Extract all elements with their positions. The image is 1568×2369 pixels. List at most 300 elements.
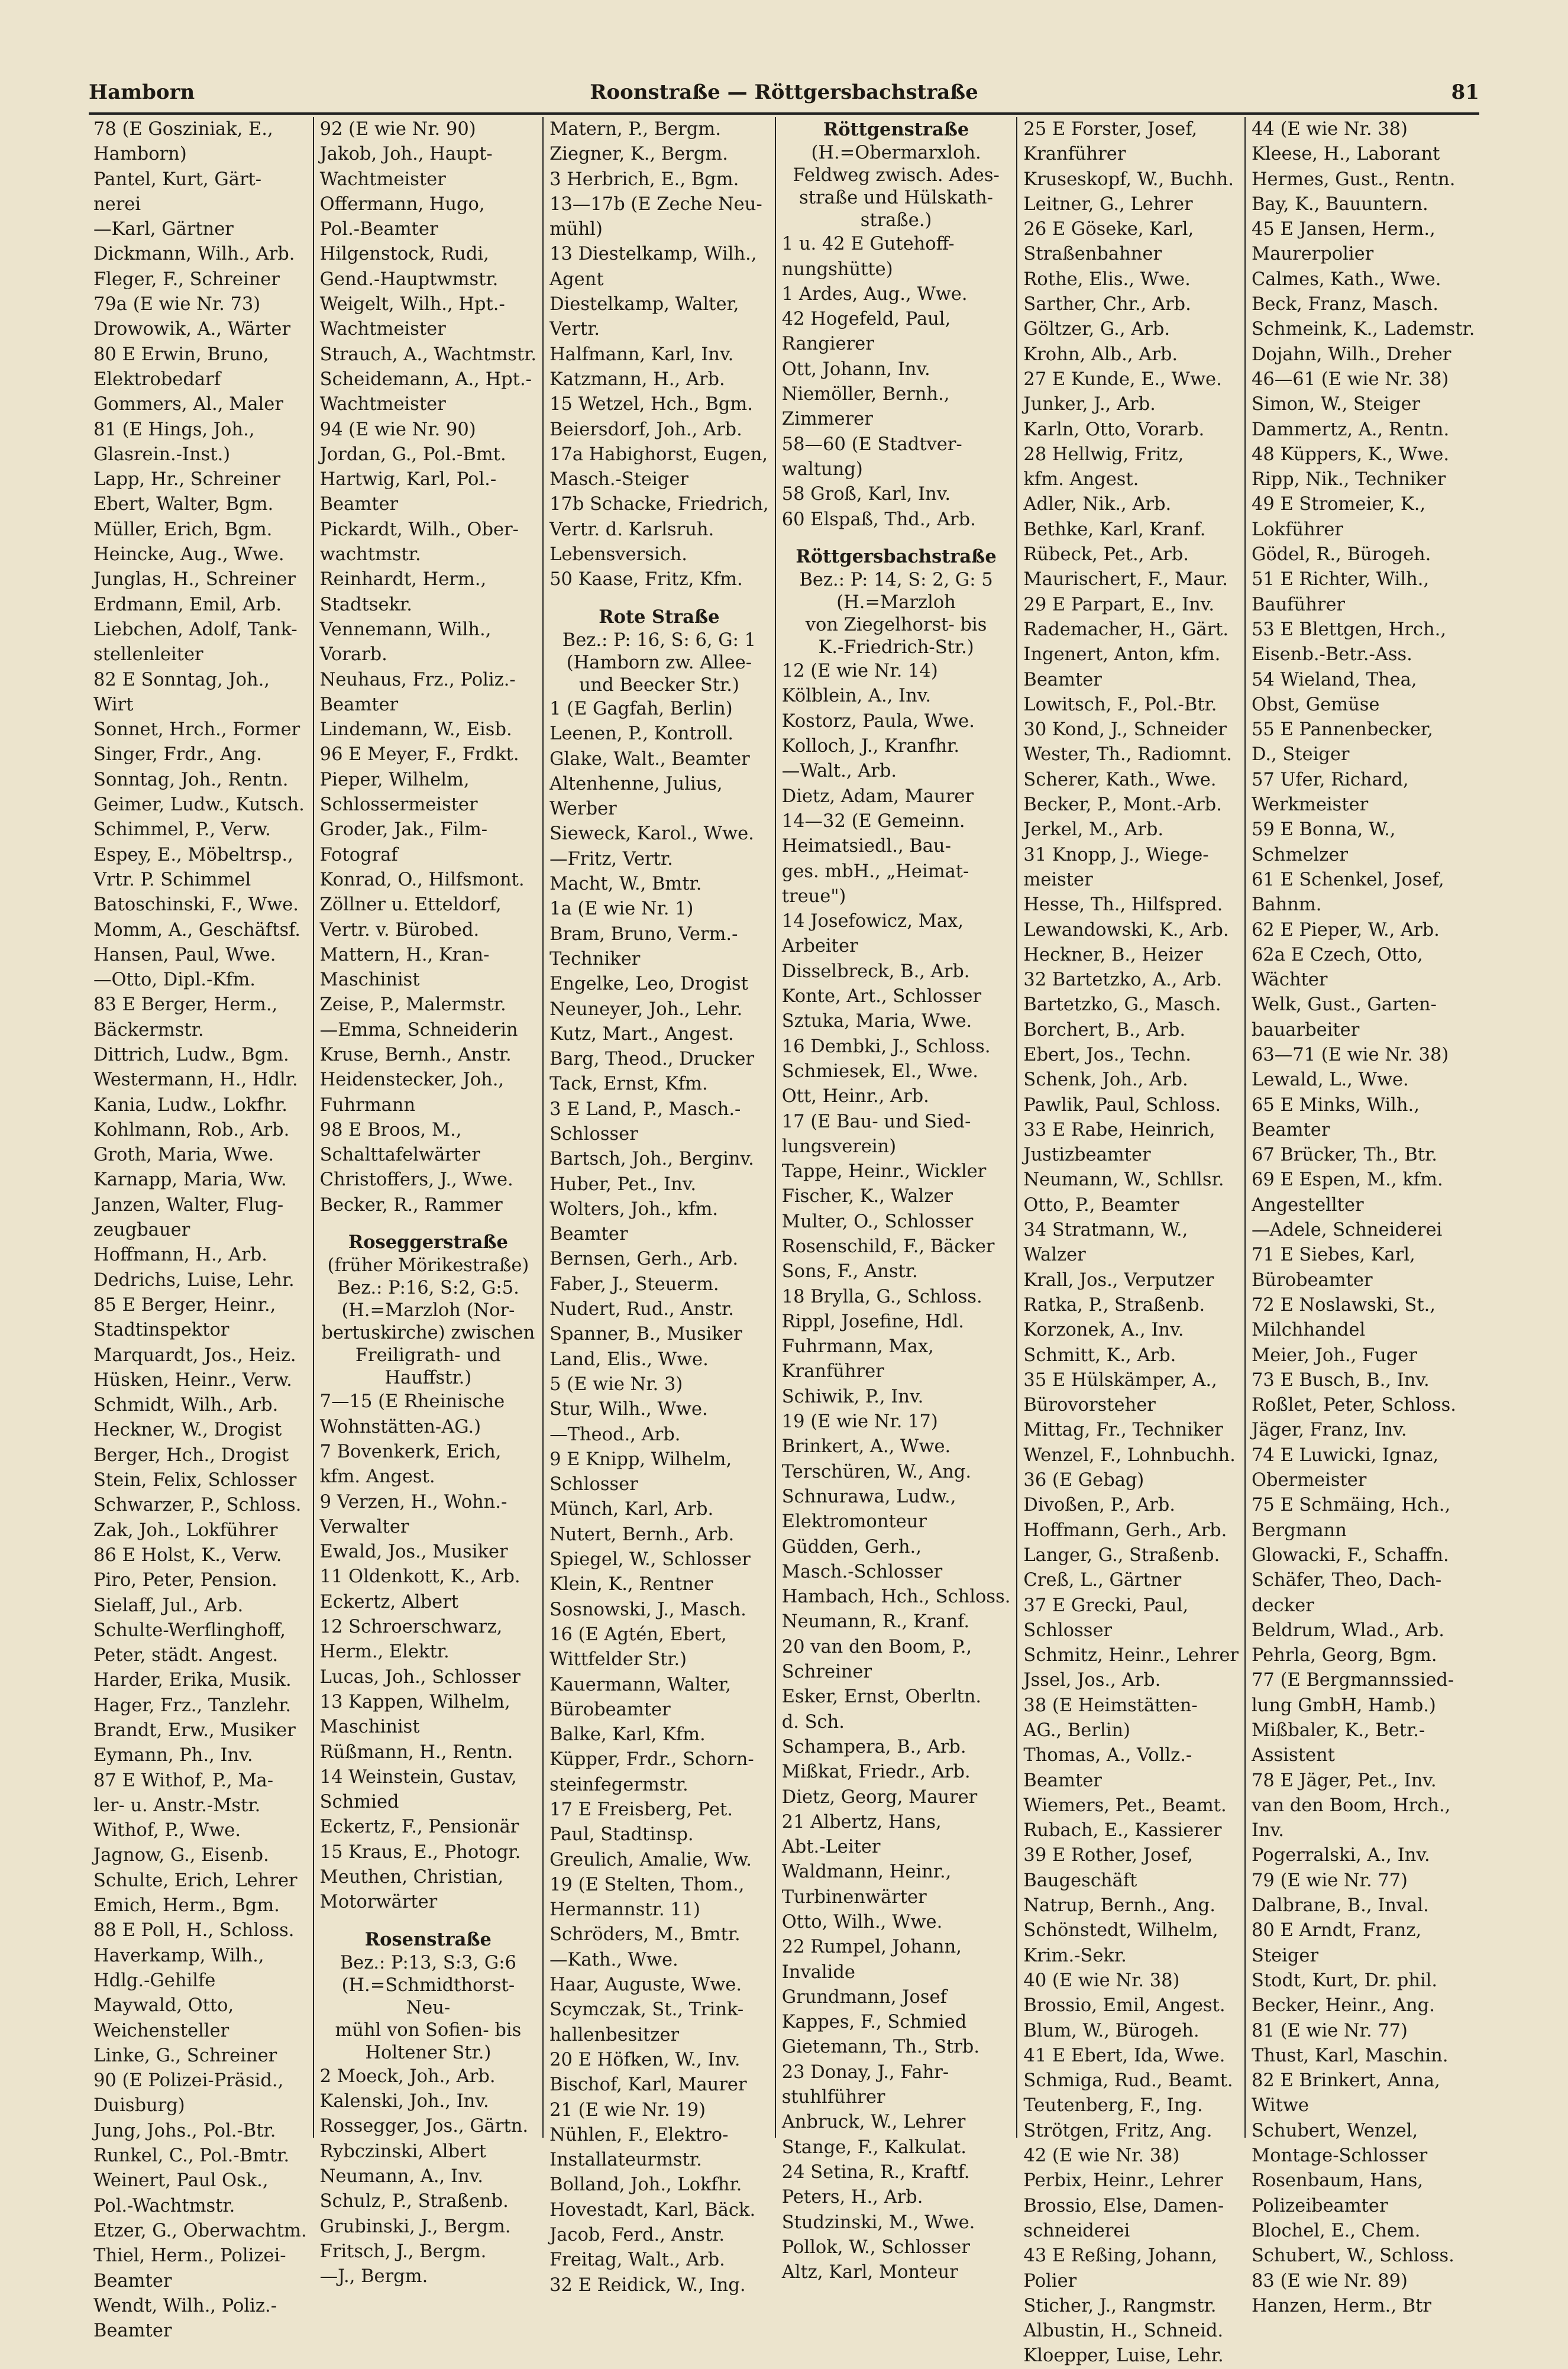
directory-entry: Leenen, P., Kontroll. [549,723,733,745]
directory-entry: Lapp, Hr., Schreiner [93,469,281,490]
directory-entry: Jakob, Joh., Haupt- [319,144,493,165]
column-2 [314,117,544,2287]
directory-entry: 92 (E wie Nr. 90) [319,119,476,140]
directory-entry: Stange, F., Kalkulat. [781,2137,966,2158]
directory-entry: Jerkel, M., Arb. [1023,819,1164,841]
directory-entry: Rübeck, Pet., Arb. [1023,544,1189,565]
directory-entry: Bauführer [1251,594,1345,615]
directory-entry: Kleese, H., Laborant [1251,144,1440,165]
directory-entry: Sonntag, Joh., Rentn. [93,769,289,790]
directory-entry: Bahnm. [1251,894,1322,916]
street-note: (H.=Marzloh (Nor- [341,1300,515,1321]
directory-entry: Kolloch, J., Kranfhr. [781,736,960,757]
directory-entry: Schenk, Joh., Arb. [1023,1069,1188,1091]
directory-entry: Schulte, Erich, Lehrer [93,1870,298,1891]
directory-entry: Stein, Felix, Schlosser [93,1470,297,1491]
directory-entry: Singer, Frdr., Ang. [93,744,262,765]
directory-entry: Schlossermeister [319,794,478,816]
directory-entry: Turbinenwärter [781,1886,927,1908]
directory-entry: 20 van den Boom, P., [781,1636,972,1657]
directory-entry: 74 E Luwicki, Ignaz, [1251,1444,1439,1466]
directory-entry: 24 Setina, R., Kraftf. [781,2161,970,2183]
directory-entry: Elektromonteur [781,1511,927,1533]
directory-entry: Angestellter [1251,1194,1364,1216]
directory-entry: Neuhaus, Frz., Poliz.- [319,669,516,690]
directory-entry: Freitag, Walt., Arb. [549,2250,725,2271]
directory-entry: Heidenstecker, Joh., [319,1069,505,1091]
directory-entry: Natrup, Bernh., Ang. [1023,1895,1215,1916]
directory-entry: Wolters, Joh., kfm. [549,1198,719,1220]
directory-entry: —Theod., Arb. [549,1424,681,1445]
directory-entry: Thust, Karl, Maschin. [1251,2045,1449,2066]
directory-entry: Ebert, Walter, Bgm. [93,494,274,515]
directory-entry: Adler, Nik., Arb. [1023,494,1172,515]
directory-entry: 54 Wieland, Thea, [1251,669,1417,690]
directory-entry: 96 E Meyer, F., Frdkt. [319,744,519,765]
directory-entry: Göltzer, G., Arb. [1023,319,1171,340]
directory-entry: Gödel, R., Bürogeh. [1251,544,1431,565]
directory-entry: Heckner, W., Drogist [93,1420,282,1441]
directory-entry: Jagnow, G., Eisenb. [93,1845,269,1866]
directory-entry: Klein, K., Rentner [549,1574,713,1595]
directory-entry: Scherer, Kath., Wwe. [1023,769,1217,790]
directory-entry: Nutert, Bernh., Arb. [549,1524,735,1545]
directory-entry: Abt.-Leiter [781,1837,881,1858]
directory-entry: 14 Josefowicz, Max, [781,911,964,932]
directory-entry: Multer, O., Schlosser [781,1211,974,1232]
directory-entry: Wendt, Wilh., Poliz.- [93,2295,277,2316]
directory-entry: Kauermann, Walter, [549,1674,731,1695]
directory-entry: Sonnet, Hrch., Former [93,719,300,741]
directory-entry: Sarther, Chr., Arb. [1023,294,1191,315]
directory-entry: Jung, Johs., Pol.-Btr. [93,2120,276,2141]
street-heading-roettgenstrasse: Röttgenstraße [823,119,969,140]
directory-entry: Agent [549,269,604,290]
directory-entry: Baugeschäft [1023,1870,1137,1891]
directory-entry: Mißkat, Friedr., Arb. [781,1762,971,1783]
directory-entry: Linke, G., Schreiner [93,2045,277,2066]
directory-entry: Tack, Ernst, Kfm. [549,1074,708,1095]
directory-entry: 3 E Land, P., Masch.- [549,1098,741,1120]
directory-entry: Kranführer [1023,144,1126,165]
directory-entry: Strötgen, Fritz, Ang. [1023,2120,1213,2141]
directory-entry: Vertr. v. Bürobed. [319,919,480,941]
directory-entry: zeugbauer [93,1220,190,1241]
directory-entry: Bram, Bruno, Verm.- [549,923,738,945]
directory-entry: lung GmbH, Hamb.) [1251,1695,1436,1716]
directory-entry: 58—60 (E Stadtver- [781,434,962,455]
directory-entry: 28 Hellwig, Fritz, [1023,444,1184,465]
directory-entry: 19 (E wie Nr. 17) [781,1411,938,1433]
directory-entry: Kutz, Mart., Angest. [549,1023,734,1045]
street-note: Holtener Str.) [365,2042,492,2063]
street-note: (Hamborn zw. Allee- [566,652,752,673]
directory-entry: meister [1023,869,1093,890]
directory-entry: 31 Knopp, J., Wiege- [1023,844,1209,865]
directory-entry: treue") [781,885,846,907]
directory-entry: 17 E Freisberg, Pet. [549,1799,733,1820]
directory-entry: 42 Hogefeld, Paul, [781,309,951,330]
directory-entry: Bay, K., Bauuntern. [1251,193,1428,215]
directory-entry: Brandt, Erw., Musiker [93,1720,296,1741]
directory-entry: Espey, E., Möbeltrsp., [93,844,293,865]
directory-entry: Steiger [1251,1945,1319,1966]
directory-entry: Masch.-Steiger [549,469,688,490]
directory-entry: 85 E Berger, Heinr., [93,1294,276,1316]
directory-entry: 21 Albertz, Hans, [781,1811,942,1832]
directory-entry: Faber, J., Steuerm. [549,1274,719,1295]
directory-entry: Erdmann, Emil, Arb. [93,594,282,615]
directory-entry: Meier, Joh., Fuger [1251,1345,1417,1366]
directory-entry: 58 Groß, Karl, Inv. [781,484,951,505]
directory-entry: Kappes, F., Schmied [781,2012,967,2033]
directory-entry: Krohn, Alb., Arb. [1023,344,1178,365]
directory-entry: Krim.-Sekr. [1023,1945,1127,1966]
directory-entry: Thomas, A., Vollz.- [1023,1745,1192,1766]
directory-entry: AG., Berlin) [1023,1720,1130,1741]
directory-entry: Obst, Gemüse [1251,694,1380,715]
directory-entry: 1 Ardes, Aug., Wwe. [781,283,968,305]
column-4 [776,117,1018,2283]
directory-entry: 80 E Erwin, Bruno, [93,344,269,365]
directory-entry: Bergmann [1251,1520,1347,1541]
directory-entry: van den Boom, Hrch., [1251,1795,1451,1816]
directory-entry: Jssel, Jos., Arb. [1023,1670,1161,1691]
directory-entry: Esker, Ernst, Oberltn. [781,1686,982,1708]
directory-entry: Polier [1023,2270,1077,2292]
directory-entry: Halfmann, Karl, Inv. [549,344,734,365]
directory-entry: 88 E Poll, H., Schloss. [93,1920,295,1941]
street-note: straße und Hülskath- [799,188,993,209]
directory-entry: Hanzen, Herm., Btr [1251,2295,1432,2316]
directory-entry: Glowacki, F., Schaffn. [1251,1544,1449,1566]
directory-entry: Junglas, H., Schreiner [93,569,296,590]
directory-entry: Schlosser [549,1474,638,1495]
directory-entry: 72 E Noslawski, St., [1251,1294,1436,1316]
directory-entry: Bürobeamter [549,1699,671,1720]
directory-entry: waltung) [781,458,863,480]
directory-entry: Marquardt, Jos., Heiz. [93,1345,296,1366]
directory-entry: Hermes, Gust., Rentn. [1251,169,1456,190]
directory-entry: Calmes, Kath., Wwe. [1251,269,1441,290]
street-note: K.-Friedrich-Str.) [818,637,974,658]
directory-entry: Fritsch, J., Bergm. [319,2241,487,2262]
directory-entry: Walzer [1023,1245,1086,1266]
directory-entry: Assistent [1251,1745,1335,1766]
directory-entry: Hambach, Hch., Schloss. [781,1586,1011,1608]
directory-entry: Fischer, K., Walzer [781,1186,953,1207]
directory-entry: 21 (E wie Nr. 19) [549,2099,706,2121]
directory-entry: Pollok, W., Schlosser [781,2237,970,2258]
directory-entry: Müller, Erich, Bgm. [93,519,273,540]
directory-entry: ler- u. Anstr.-Mstr. [93,1795,261,1816]
directory-entry: Rippl, Josefine, Hdl. [781,1311,964,1332]
directory-entry: Sieweck, Karol., Wwe. [549,823,754,845]
directory-entry: Haar, Auguste, Wwe. [549,1974,742,1996]
directory-entry: Küpper, Frdr., Schorn- [549,1749,754,1770]
column-3 [544,117,776,2296]
directory-entry: 78 (E Gosziniak, E., [93,119,273,140]
street-note: (H.=Obermarxloh. [811,143,981,164]
directory-entry: 12 (E wie Nr. 14) [781,661,938,682]
directory-entry: Wester, Th., Radiomnt. [1023,744,1232,765]
directory-entry: Bäckermstr. [93,1019,204,1040]
directory-entry: Hager, Frz., Tanzlehr. [93,1695,292,1716]
directory-entry: Simon, W., Steiger [1251,394,1421,415]
directory-entry: Berger, Hch., Drogist [93,1444,289,1466]
directory-entry: Schmiesek, El., Wwe. [781,1061,978,1082]
directory-entry: decker [1251,1595,1314,1616]
directory-entry: Zimmerer [781,409,873,430]
directory-entry: Beamter [1023,669,1102,690]
directory-entry: Dietz, Adam, Maurer [781,786,974,807]
directory-entry: 14 Weinstein, Gustav, [319,1766,517,1788]
directory-entry: Neumann, R., Kranf. [781,1611,970,1633]
directory-entry: Kalenski, Joh., Inv. [319,2091,489,2112]
directory-entry: 9 E Knipp, Wilhelm, [549,1449,732,1470]
street-heading-rote-strasse: Rote Straße [599,606,720,628]
column-1 [88,117,314,2342]
street-note: Hauffstr.) [384,1368,472,1389]
directory-entry: Mittag, Fr., Techniker [1023,1420,1223,1441]
directory-entry: 40 (E wie Nr. 38) [1023,1970,1180,1991]
directory-entry: Junker, J., Arb. [1023,394,1156,415]
directory-entry: Paul, Stadtinsp. [549,1824,694,1846]
directory-entry: Vorarb. [319,644,387,665]
directory-entry: Lowitsch, F., Pol.-Btr. [1023,694,1217,715]
directory-entry: nerei [93,193,141,215]
directory-entry: Schubert, Wenzel, [1251,2120,1418,2141]
directory-entry: 1 (E Gagfah, Berlin) [549,698,733,719]
directory-entry: 30 Kond, J., Schneider [1023,719,1227,741]
directory-entry: Maurischert, F., Maur. [1023,569,1228,590]
directory-entry: Karln, Otto, Vorarb. [1023,419,1205,440]
directory-entry: Pantel, Kurt, Gärt- [93,169,262,190]
directory-entry: 17 (E Bau- und Sied- [781,1111,971,1132]
directory-entry: Ziegner, K., Bergm. [549,144,728,165]
directory-entry: Schmiga, Rud., Beamt. [1023,2070,1233,2092]
directory-entry: 83 E Berger, Herm., [93,994,278,1016]
page-header [89,71,1479,115]
directory-entry: —Walt., Arb. [781,761,897,782]
directory-entry: Becker, P., Mont.-Arb. [1023,794,1222,816]
directory-entry: 22 Rumpel, Johann, [781,1937,962,1958]
directory-entry: 45 E Jansen, Herm., [1251,219,1436,240]
directory-entry: Schmitz, Heinr., Lehrer [1023,1645,1239,1666]
directory-entry: 59 E Bonna, W., [1251,819,1396,841]
directory-entry: Schreiner [781,1662,872,1683]
directory-entry: Beamter [1023,1770,1102,1791]
street-note: und Beecker Str.) [578,674,739,696]
directory-entry: kfm. Angest. [1023,469,1139,490]
directory-entry: mühl) [549,219,603,240]
directory-entry: Rademacher, H., Gärt. [1023,619,1229,640]
directory-entry: Münch, Karl, Arb. [549,1499,714,1520]
directory-entry: 36 (E Gebag) [1023,1470,1145,1491]
directory-entry: 77 (E Bergmannssied- [1251,1670,1454,1691]
directory-entry: Schulte-Werflinghoff, [93,1620,286,1641]
directory-entry: 79 (E wie Nr. 77) [1251,1870,1408,1891]
directory-entry: Maurerpolier [1251,244,1374,265]
directory-entry: Konrad, O., Hilfsmont. [319,869,525,890]
directory-entry: Welk, Gust., Garten- [1251,994,1437,1016]
directory-entry: Bartsch, Joh., Berginv. [549,1149,754,1170]
directory-entry: Neuneyer, Joh., Lehr. [549,998,743,1020]
directory-entry: Pol.-Wachtmstr. [93,2195,235,2216]
directory-entry: 12 Schroerschwarz, [319,1617,503,1638]
directory-entry: kfm. Angest. [319,1466,435,1488]
directory-entry: Bürovorsteher [1023,1395,1156,1416]
directory-entry: Invalide [781,1961,855,1983]
directory-entry: Schlosser [1023,1620,1113,1641]
directory-entry: Beck, Franz, Masch. [1251,294,1438,315]
directory-entry: Beamter [1251,1119,1330,1140]
directory-entry: Zöllner u. Etteldorf, [319,894,502,916]
directory-entry: Bolland, Joh., Lokfhr. [549,2174,742,2196]
directory-entry: Kölblein, A., Inv. [781,686,932,707]
directory-entry: 13 Diestelkamp, Wilh., [549,244,757,265]
directory-entry: 55 E Pannenbecker, [1251,719,1433,741]
directory-entry: Wittfelder Str.) [549,1649,687,1670]
directory-entry: Ingenert, Anton, kfm. [1023,644,1221,665]
directory-entry: 5 (E wie Nr. 3) [549,1373,683,1395]
directory-entry: Schmeink, K., Lademstr. [1251,319,1475,340]
directory-entry: 16 Dembki, J., Schloss. [781,1036,991,1057]
directory-entry: Ott, Heinr., Arb. [781,1086,929,1107]
directory-entry: Bürobeamter [1251,1269,1373,1291]
directory-entry: Meuthen, Christian, [319,1867,504,1888]
directory-entry: nungshütte) [781,258,893,280]
directory-entry: Waldmann, Heinr., [781,1861,952,1883]
directory-entry: 1a (E wie Nr. 1) [549,899,694,920]
directory-entry: 87 E Withof, P., Ma- [93,1770,274,1791]
header-streets: Roonstraße — Röttgersbachstraße [590,80,978,104]
directory-entry: Wachtmeister [319,394,446,415]
column-5 [1017,117,1246,2367]
directory-entry: Grubinski, J., Bergm. [319,2216,511,2237]
directory-entry: Terschüren, W., Ang. [781,1461,972,1482]
directory-entry: Altenhenne, Julius, [549,773,723,794]
directory-entry: Ewald, Jos., Musiker [319,1541,508,1563]
directory-entry: wachtmstr. [319,544,421,565]
directory-entry: 69 E Espen, M., kfm. [1251,1169,1443,1191]
directory-entry: 79a (E wie Nr. 73) [93,294,261,315]
directory-entry: Konte, Art., Schlosser [781,986,982,1007]
directory-entry: Hoffmann, Gerh., Arb. [1023,1520,1227,1541]
directory-entry: Momm, A., Geschäftsf. [93,919,301,941]
directory-entry: Reinhardt, Herm., [319,569,487,590]
directory-entry: Pehrla, Georg, Bgm. [1251,1645,1437,1666]
directory-entry: Beiersdorf, Joh., Arb. [549,419,742,440]
directory-entry: 71 E Siebes, Karl, [1251,1245,1415,1266]
directory-entry: 13—17b (E Zeche Neu- [549,193,762,215]
directory-entry: Glasrein.-Inst.) [93,444,231,465]
directory-entry: d. Sch. [781,1711,845,1733]
directory-entry: Dietz, Georg, Maurer [781,1786,978,1808]
directory-entry: 25 E Forster, Josef, [1023,119,1198,140]
directory-entry: 73 E Busch, B., Inv. [1251,1369,1430,1391]
directory-entry: Engelke, Leo, Drogist [549,974,748,995]
directory-entry: 49 E Stromeier, K., [1251,494,1426,515]
directory-entry: Hermannstr. 11) [549,1899,700,1921]
directory-entry: Scymczak, St., Trink- [549,1999,744,2021]
directory-entry: 98 E Broos, M., [319,1119,462,1140]
directory-entry: bauarbeiter [1251,1019,1360,1040]
directory-entry: 80 E Arndt, Franz, [1251,1920,1422,1941]
directory-entry: 41 E Ebert, Ida, Wwe. [1023,2045,1226,2066]
directory-entry: Ott, Johann, Inv. [781,358,930,380]
directory-entry: Westermann, H., Hdlr. [93,1069,298,1091]
directory-entry: Disselbreck, B., Arb. [781,961,970,982]
directory-entry: Jacob, Ferd., Anstr. [549,2225,725,2246]
directory-entry: Maywald, Otto, [93,1995,234,2016]
directory-entry: Rossegger, Jos., Gärtn. [319,2116,529,2137]
directory-entry: Ebert, Jos., Techn. [1023,1044,1191,1065]
directory-entry: Beamter [93,2320,172,2342]
directory-entry: 19 (E Stelten, Thom., [549,1874,745,1895]
directory-entry: Runkel, C., Pol.-Bmtr. [93,2145,290,2167]
directory-entry: 60 Elspaß, Thd., Arb. [781,509,976,530]
directory-entry: 44 (E wie Nr. 38) [1251,119,1408,140]
directory-entry: 15 Wetzel, Hch., Bgm. [549,394,753,415]
directory-entry: 13 Kappen, Wilhelm, [319,1691,510,1712]
directory-entry: Lebensversich. [549,544,687,565]
street-note: (H.=Marzloh [836,592,956,613]
directory-entry: Lewandowski, K., Arb. [1023,919,1229,941]
directory-entry: Harder, Erika, Musik. [93,1670,292,1691]
directory-entry: Wenzel, F., Lohnbuchh. [1023,1444,1236,1466]
directory-entry: 86 E Holst, K., Verw. [93,1544,282,1566]
directory-entry: Montage-Schlosser [1251,2145,1428,2167]
directory-entry: Beldrum, Wlad., Arb. [1251,1620,1444,1641]
directory-entry: Beamter [319,694,399,715]
directory-entry: Spiegel, W., Schlosser [549,1549,751,1570]
directory-entry: Eymann, Ph., Inv. [93,1745,253,1766]
directory-entry: Hansen, Paul, Wwe. [93,944,276,965]
directory-entry: Stur, Wilh., Wwe. [549,1399,708,1420]
directory-entry: Rosenschild, F., Bäcker [781,1236,995,1257]
directory-entry: Lokführer [1251,519,1343,540]
directory-entry: Eckertz, Albert [319,1591,459,1612]
directory-entry: Stadtsekr. [319,594,412,615]
directory-entry: Werber [549,799,617,820]
directory-entry: Herm., Elektr. [319,1641,450,1663]
directory-entry: schneiderei [1023,2220,1130,2241]
directory-entry: Glake, Walt., Beamter [549,748,750,770]
directory-entry: Gommers, Al., Maler [93,394,283,415]
directory-entry: 81 (E wie Nr. 77) [1251,2020,1408,2041]
directory-entry: Fleger, F., Schreiner [93,269,280,290]
directory-entry: hallenbesitzer [549,2024,680,2045]
directory-entry: Maschinist [319,1717,420,1738]
directory-entry: Vennemann, Wilh., [319,619,492,640]
directory-entry: 9 Verzen, H., Wohn.- [319,1491,507,1512]
directory-entry: 34 Stratmann, W., [1023,1220,1188,1241]
directory-entry: Kloepper, Luise, Lehr. [1023,2345,1224,2367]
directory-entry: Vrtr. P. Schimmel [93,869,251,890]
directory-entry: Straßenbahner [1023,244,1162,265]
directory-entry: Güdden, Gerh., [781,1536,922,1557]
directory-entry: Schlosser [549,1123,638,1145]
directory-entry: Nudert, Rud., Anstr. [549,1299,734,1320]
directory-entry: Heckner, B., Heizer [1023,944,1203,965]
directory-entry: Brinkert, A., Wwe. [781,1436,951,1457]
directory-entry: Korzonek, A., Inv. [1023,1320,1184,1341]
directory-entry: Neumann, W., Schllsr. [1023,1169,1224,1191]
directory-entry: Creß, L., Gärtner [1023,1570,1182,1591]
directory-entry: 17b Schacke, Friedrich, [549,494,769,515]
directory-entry: stellenleiter [93,644,203,665]
